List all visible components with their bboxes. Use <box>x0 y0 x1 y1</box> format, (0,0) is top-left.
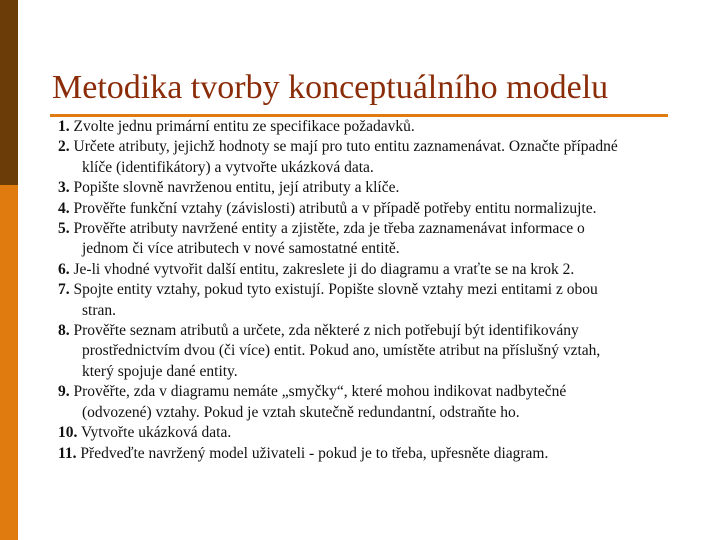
step-text: Prověřte, zda v diagramu nemáte „smyčky“, které mohou indikovat nadbytečné <box>73 383 567 401</box>
steps-list <box>58 117 720 464</box>
step-text: Určete atributy, jejichž hodnoty se mají pro tuto entitu zaznamenávat. Označte případné <box>73 138 618 156</box>
step-11 <box>58 444 720 464</box>
step-number: 9. <box>58 383 70 401</box>
step-number: 7. <box>58 281 70 299</box>
step-text: Prověřte seznam atributů a určete, zda některé z nich potřebují být identifikovány <box>73 322 579 340</box>
step-number: 10. <box>58 424 78 442</box>
step-number: 1. <box>58 118 70 135</box>
slide-title: Metodika tvorby konceptuálního modelu <box>52 69 609 106</box>
step-text: Je-li vhodné vytvořit další entitu, zakreslete ji do diagramu a vraťte se na krok 2. <box>73 260 575 278</box>
step-text: Předveďte navržený model uživateli - pokud je to třeba, upřesněte diagram. <box>80 444 549 462</box>
step-5 <box>58 219 720 260</box>
step-4 <box>58 199 720 219</box>
step-1 <box>58 117 720 137</box>
step-text-continued: jednom či více atributech v nové samostatné entitě. <box>82 240 400 258</box>
step-text-continued: který spojuje dané entity. <box>82 362 238 380</box>
step-8 <box>58 321 720 382</box>
step-6 <box>58 260 720 280</box>
step-number: 4. <box>58 199 70 217</box>
step-number: 3. <box>58 179 70 197</box>
step-text: Popište slovně navrženou entitu, její atributy a klíče. <box>73 179 400 197</box>
step-text: Prověřte funkční vztahy (závislosti) atributů a v případě potřeby entitu normalizujte. <box>73 199 597 217</box>
step-text: Spojte entity vztahy, pokud tyto existují. Popište slovně vztahy mezi entitami z obou <box>73 281 598 299</box>
step-text: Vytvořte ukázková data. <box>80 424 232 442</box>
step-10 <box>58 423 720 443</box>
step-number: 2. <box>58 138 70 156</box>
step-text-continued: prostřednictvím dvou (či více) entit. Pokud ano, umístěte atribut na příslušný vztah, <box>82 342 601 360</box>
step-text-continued: (odvozené) vztahy. Pokud je vztah skutečně redundantní, odstraňte ho. <box>82 403 520 421</box>
step-text-continued: stran. <box>82 301 117 319</box>
step-text: Zvolte jednu primární entitu ze specifikace požadavků. <box>73 118 415 135</box>
step-number: 8. <box>58 322 70 340</box>
left-stripe-orange <box>0 185 18 540</box>
step-3 <box>58 178 720 198</box>
step-number: 6. <box>58 260 70 278</box>
step-9 <box>58 382 720 423</box>
step-text: Prověřte atributy navržené entity a zjistěte, zda je třeba zaznamenávat informace o <box>73 220 585 238</box>
step-2 <box>58 137 720 178</box>
step-number: 11. <box>58 444 77 462</box>
step-7 <box>58 280 720 321</box>
step-text-continued: klíče (identifikátory) a vytvořte ukázková data. <box>82 158 374 176</box>
step-number: 5. <box>58 220 70 238</box>
